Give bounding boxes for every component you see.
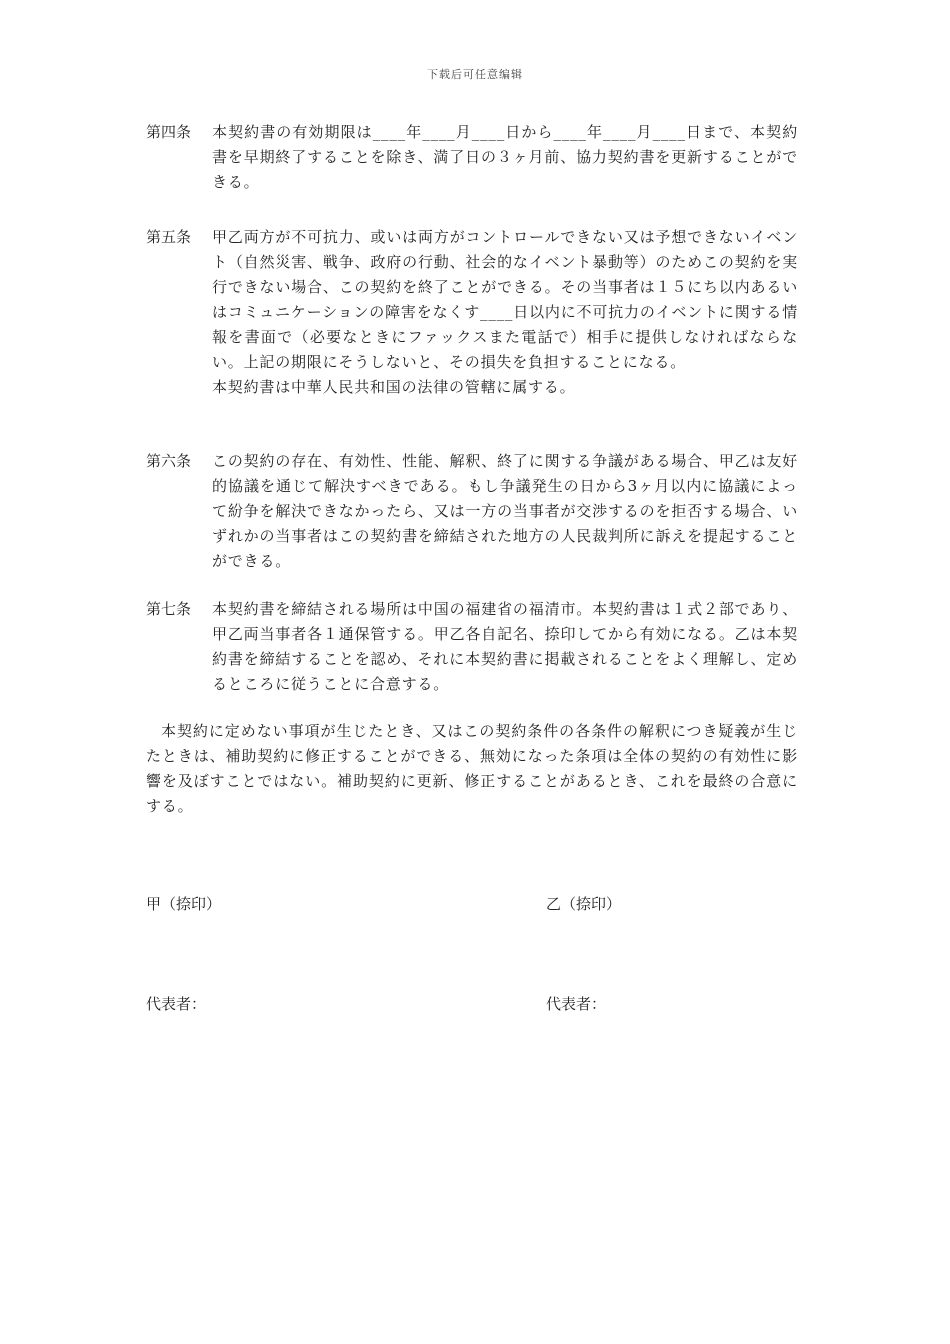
article-paragraph: 本契約書の有効期限は____年____月____日から____年____月____日まで、本契約書を早期終了することを除き、満了日の３ヶ月前、協力契約書を更新することができる。 [212,123,798,191]
article-body [212,597,798,697]
article-number: 第七条 [146,600,192,618]
article-number: 第四条 [146,123,192,141]
article-paragraph: 本契約書を締結される場所は中国の福建省の福清市。本契約書は１式２部であり、甲乙両当事者各１通保管する。甲乙各自記名、捺印してから有効になる。乙は本契約書を締結することを認め、それに本契約書に掲載されることをよく理解し、定めるところに従うことに合意する。 [212,600,798,693]
article-paragraph: 本契約書は中華人民共和国の法律の管轄に属する。 [212,378,576,396]
party-b-representative: 代表者： [546,995,607,1013]
page-header: 下载后可任意编辑 [427,68,523,81]
article-body [212,449,798,574]
party-a-seal: 甲（捺印） [146,895,222,913]
article-number: 第五条 [146,228,192,246]
article-4 [146,120,798,195]
closing-paragraph: 本契約に定めない事項が生じたとき、又はこの契約条件の各条件の解釈につき疑義が生じたときは、補助契約に修正することができる、無効になった条項は全体の契約の有効性に影響を及ぼすことではない。補助契約に更新、修正することがあるとき、これを最終の合意にする。 [146,722,798,815]
party-a-representative: 代表者： [146,995,207,1013]
article-paragraph: この契約の存在、有効性、性能、解釈、終了に関する争議がある場合、甲乙は友好的協議を通じて解決すべきである。もし争議発生の日から3ヶ月以内に協議によって紛争を解決できなかったら、又は一方の当事者が交渉するのを拒否する場合、いずれかの当事者はこの契約書を締結された地方の人民裁判所に訴えを提起することができる。 [212,452,798,570]
article-7 [146,597,798,697]
article-body [212,225,798,400]
article-paragraph: 甲乙両方が不可抗力、或いは両方がコントロールできない又は予想できないイベント（自然災害、戦争、政府の行動、社会的なイベント暴動等）のためこの契約を実行できない場合、この契約を終了ことができる。その当事者は１５にち以内あるいはコミュニケーションの障害をなくす____日以内に不可抗力のイベントに関する情報を書面で（必要なときにファックスまた電話で）相手に提供しなければならない。上記の期限にそうしないと、その損失を負担することになる。 [212,228,798,371]
article-body [212,120,798,195]
article-5 [146,225,798,400]
article-number: 第六条 [146,452,192,470]
party-b-seal: 乙（捺印） [546,895,622,913]
article-6 [146,449,798,574]
